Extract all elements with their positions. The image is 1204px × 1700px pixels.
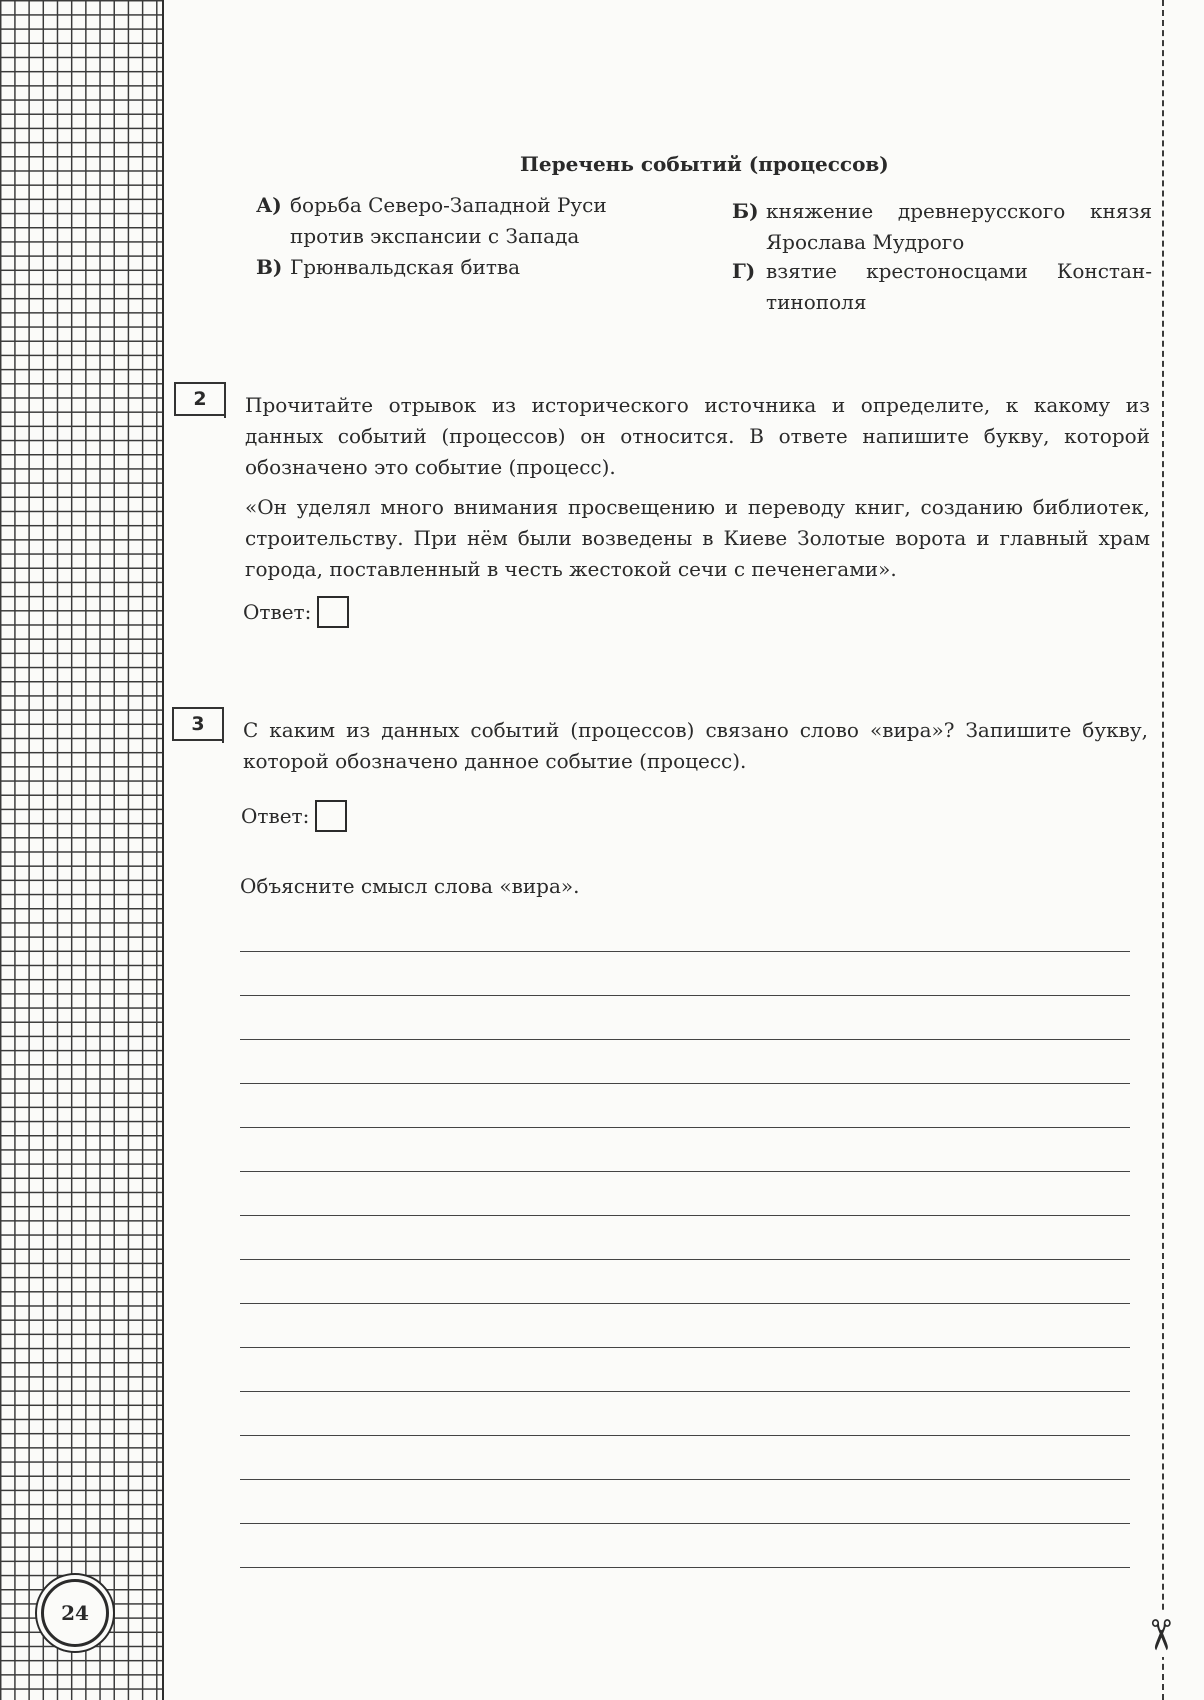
task2-quote: «Он уделял много внимания просвещению и переводу книг, созданию библиотек, строительству. При нём были возведены в Киеве Золотые ворота и главный храм города, поставленный в честь жестокой сечи с печенегами». bbox=[245, 495, 1150, 581]
answer-line[interactable] bbox=[240, 1040, 1130, 1084]
event-item-b bbox=[732, 196, 1152, 258]
answer-line[interactable] bbox=[240, 1260, 1130, 1304]
event-item-g bbox=[732, 256, 1152, 318]
event-letter: Б) bbox=[732, 199, 759, 223]
event-letter: Г) bbox=[732, 259, 756, 283]
scissors-icon: ✂ bbox=[1135, 1613, 1185, 1657]
answer-line[interactable] bbox=[240, 1348, 1130, 1392]
task2-answer bbox=[243, 596, 349, 628]
page-number-badge bbox=[35, 1573, 115, 1653]
answer-line[interactable] bbox=[240, 1392, 1130, 1436]
cut-line bbox=[1162, 0, 1164, 1700]
answer-label: Ответ: bbox=[243, 600, 312, 624]
task3-answer bbox=[241, 800, 347, 832]
event-text: борьба Северо-Западной Руси bbox=[290, 193, 607, 217]
task3-question: С каким из данных событий (процессов) связано слово «вира»? Запишите букву, которой обозначено данное событие (процесс). bbox=[243, 718, 1148, 773]
answer-lines[interactable] bbox=[240, 908, 1130, 1568]
event-item-a bbox=[256, 190, 636, 252]
task-number-2: 2 bbox=[174, 382, 226, 416]
answer-line[interactable] bbox=[240, 1084, 1130, 1128]
answer-line[interactable] bbox=[240, 1172, 1130, 1216]
page-number: 24 bbox=[41, 1579, 109, 1647]
event-text: против экспансии с Запада bbox=[290, 224, 580, 248]
answer-line[interactable] bbox=[240, 908, 1130, 952]
event-text: Ярослава Мудрого bbox=[766, 230, 965, 254]
answer-box[interactable] bbox=[315, 800, 347, 832]
events-list-title: Перечень событий (процессов) bbox=[520, 152, 889, 176]
margin-grid bbox=[0, 0, 164, 1700]
event-text: тинополя bbox=[766, 290, 867, 314]
event-letter: А) bbox=[256, 193, 282, 217]
event-text: взятие крестоносцами Констан- bbox=[766, 259, 1152, 283]
answer-label: Ответ: bbox=[241, 804, 310, 828]
event-text: княжение древнерусского князя bbox=[766, 199, 1152, 223]
answer-line[interactable] bbox=[240, 1304, 1130, 1348]
answer-box[interactable] bbox=[317, 596, 349, 628]
answer-line[interactable] bbox=[240, 1480, 1130, 1524]
answer-line[interactable] bbox=[240, 1216, 1130, 1260]
answer-line[interactable] bbox=[240, 996, 1130, 1040]
event-text: Грюнвальдская битва bbox=[290, 255, 521, 279]
event-item-v bbox=[256, 252, 636, 283]
answer-line[interactable] bbox=[240, 952, 1130, 996]
answer-line[interactable] bbox=[240, 1436, 1130, 1480]
task3-explain-prompt: Объясните смысл слова «вира». bbox=[240, 874, 580, 898]
task2-question: Прочитайте отрывок из исторического источника и определите, к какому из данных событий (процессов) он относится. В ответе напишите букву, которой обозначено это событие (процесс). bbox=[245, 393, 1150, 479]
answer-line[interactable] bbox=[240, 1128, 1130, 1172]
task-number-3: 3 bbox=[172, 707, 224, 741]
answer-line[interactable] bbox=[240, 1524, 1130, 1568]
event-letter: В) bbox=[256, 255, 283, 279]
